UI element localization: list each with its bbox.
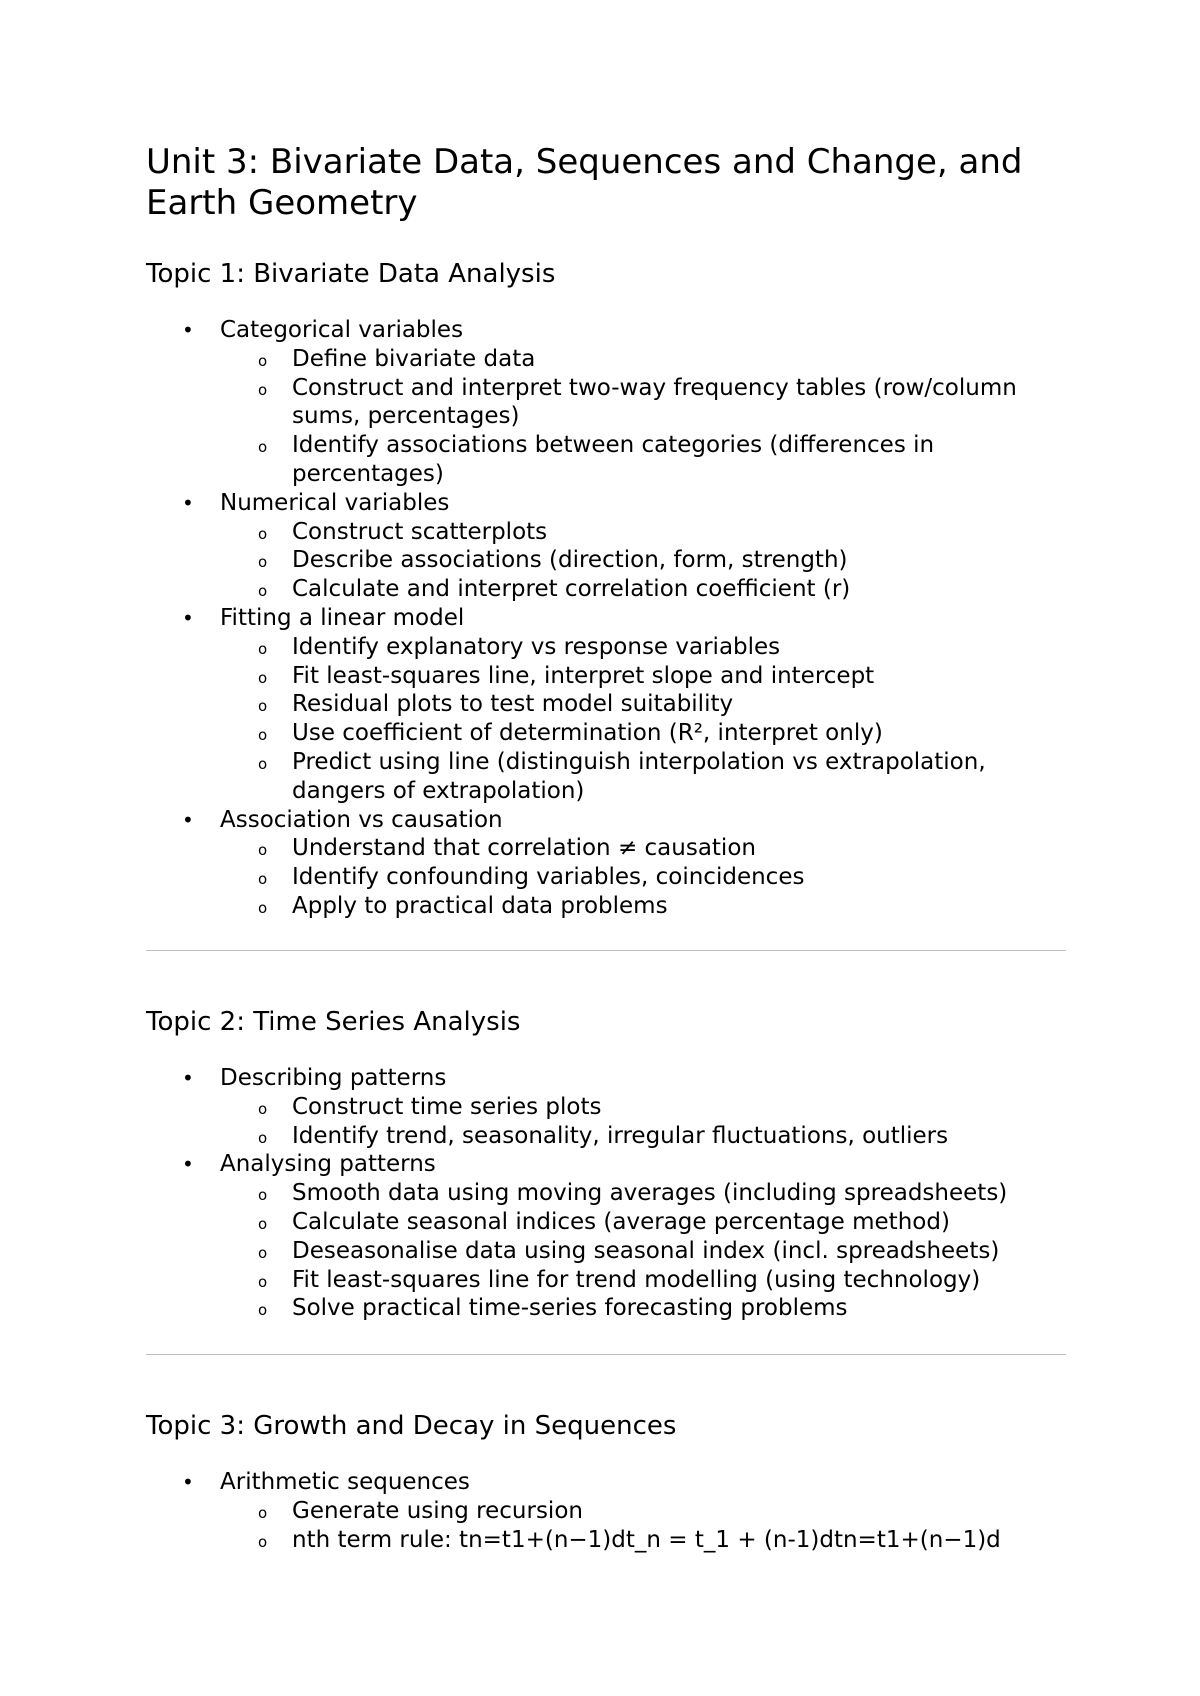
topic-1-list — [146, 316, 1066, 921]
sub-list — [258, 518, 1066, 604]
sub-item-text: Smooth data using moving averages (including spreadsheets) — [292, 1180, 1008, 1207]
sub-list-item — [258, 1122, 1066, 1151]
circle-bullet-icon: o — [258, 754, 268, 773]
sub-list-item — [258, 892, 1066, 921]
sub-item-text: Fit least-squares line, interpret slope and intercept — [292, 662, 875, 689]
bullet-icon: • — [182, 1470, 194, 1494]
sub-list-item — [258, 1294, 1066, 1323]
sub-list-item — [258, 834, 1066, 863]
sub-list-item — [258, 1237, 1066, 1266]
circle-bullet-icon: o — [258, 1099, 268, 1118]
sub-list-item — [258, 546, 1066, 575]
sub-list — [258, 345, 1066, 489]
sub-list — [258, 1093, 1066, 1151]
sub-item-text: Calculate and interpret correlation coefficient (r) — [292, 576, 851, 603]
circle-bullet-icon: o — [258, 726, 268, 745]
sub-list-item — [258, 1526, 1066, 1555]
list-item-label: Fitting a linear model — [220, 604, 465, 631]
circle-bullet-icon: o — [258, 1532, 268, 1551]
topic-3-section — [146, 1410, 1066, 1554]
sub-item-text: nth term rule: tn=t1+(n−1)dt_n = t_1 + (n-1)dtn=t1+(n−1)d — [292, 1526, 1001, 1553]
sub-list-item — [258, 575, 1066, 604]
bullet-icon: • — [182, 490, 194, 515]
list-item — [146, 806, 1066, 921]
list-item-label: Association vs causation — [220, 806, 503, 833]
bullet-icon: • — [182, 605, 194, 630]
sub-list — [258, 633, 1066, 806]
list-item — [146, 1064, 1066, 1150]
sub-item-text: Describe associations (direction, form, strength) — [292, 547, 848, 574]
circle-bullet-icon: o — [258, 1272, 268, 1291]
sub-list-item — [258, 374, 1066, 432]
circle-bullet-icon: o — [258, 697, 268, 716]
sub-item-text: Identify trend, seasonality, irregular fluctuations, outliers — [292, 1122, 949, 1149]
sub-item-text: Generate using recursion — [292, 1497, 583, 1524]
circle-bullet-icon: o — [258, 841, 268, 860]
sub-list — [258, 1497, 1066, 1555]
list-item-label: Numerical variables — [220, 489, 450, 516]
sub-list-item — [258, 345, 1066, 374]
circle-bullet-icon: o — [258, 1301, 268, 1320]
bullet-icon: • — [182, 1066, 194, 1090]
circle-bullet-icon: o — [258, 898, 268, 917]
sub-list-item — [258, 633, 1066, 662]
sub-list-item — [258, 1266, 1066, 1295]
sub-list-item — [258, 690, 1066, 719]
sub-list-item — [258, 431, 1066, 489]
list-item-label: Describing patterns — [220, 1065, 447, 1091]
circle-bullet-icon: o — [258, 1243, 268, 1262]
sub-item-text: Residual plots to test model suitability — [292, 691, 734, 718]
sub-list — [258, 1179, 1066, 1323]
sub-item-text: Solve practical time-series forecasting problems — [292, 1295, 848, 1322]
sub-item-text: Construct scatterplots — [292, 518, 548, 545]
sub-item-text: Understand that correlation ≠ causation — [292, 835, 756, 862]
list-item-label: Analysing patterns — [220, 1151, 436, 1178]
topic-2-list — [146, 1064, 1066, 1323]
list-item — [146, 1150, 1066, 1323]
sub-list-item — [258, 863, 1066, 892]
sub-item-text: Calculate seasonal indices (average percentage method) — [292, 1208, 950, 1235]
sub-list-item — [258, 719, 1066, 748]
list-item — [146, 316, 1066, 489]
sub-list-item — [258, 662, 1066, 691]
bullet-icon: • — [182, 807, 194, 832]
sub-item-text: Apply to practical data problems — [292, 892, 668, 919]
circle-bullet-icon: o — [258, 380, 268, 399]
circle-bullet-icon: o — [258, 870, 268, 889]
topic-1-title: Topic 1: Bivariate Data Analysis — [146, 259, 556, 289]
bullet-icon: • — [182, 1152, 194, 1177]
topic-2-title: Topic 2: Time Series Analysis — [146, 1007, 521, 1037]
sub-item-text: Predict using line (distinguish interpolation vs extrapolation, dangers of extrapolation) — [292, 748, 986, 804]
circle-bullet-icon: o — [258, 351, 268, 370]
circle-bullet-icon: o — [258, 1214, 268, 1233]
circle-bullet-icon: o — [258, 639, 268, 658]
circle-bullet-icon: o — [258, 1128, 268, 1147]
sub-list-item — [258, 1208, 1066, 1237]
circle-bullet-icon: o — [258, 438, 268, 457]
unit-title: Unit 3: Bivariate Data, Sequences and Change, and Earth Geometry — [146, 142, 1023, 223]
sub-item-text: Use coefficient of determination (R², interpret only) — [292, 720, 883, 747]
sub-list-item — [258, 1497, 1066, 1526]
sub-item-text: Define bivariate data — [292, 345, 536, 372]
topic-3-title: Topic 3: Growth and Decay in Sequences — [146, 1411, 677, 1441]
sub-list-item — [258, 1093, 1066, 1122]
sub-item-text: Construct and interpret two-way frequency tables (row/column sums, percentages) — [292, 374, 1017, 430]
sub-list-item — [258, 518, 1066, 547]
section-divider — [146, 1354, 1066, 1355]
topic-3-list — [146, 1468, 1066, 1554]
sub-item-text: Fit least-squares line for trend modelling (using technology) — [292, 1266, 981, 1293]
list-item-label: Categorical variables — [220, 317, 464, 343]
sub-item-text: Construct time series plots — [292, 1093, 602, 1120]
sub-item-text: Identify explanatory vs response variables — [292, 633, 781, 660]
circle-bullet-icon: o — [258, 1503, 268, 1522]
list-item — [146, 604, 1066, 806]
section-divider — [146, 950, 1066, 951]
sub-item-text: Deseasonalise data using seasonal index (incl. spreadsheets) — [292, 1237, 1000, 1264]
circle-bullet-icon: o — [258, 553, 268, 572]
list-item-label: Arithmetic sequences — [220, 1469, 470, 1495]
list-item — [146, 1468, 1066, 1554]
sub-list-item — [258, 1179, 1066, 1208]
circle-bullet-icon: o — [258, 582, 268, 601]
sub-list-item — [258, 748, 1066, 806]
circle-bullet-icon: o — [258, 524, 268, 543]
sub-list — [258, 834, 1066, 920]
list-item — [146, 489, 1066, 604]
bullet-icon: • — [182, 318, 194, 342]
circle-bullet-icon: o — [258, 1186, 268, 1205]
topic-1-section — [146, 258, 1066, 921]
sub-item-text: Identify confounding variables, coincidences — [292, 864, 805, 891]
circle-bullet-icon: o — [258, 668, 268, 687]
sub-item-text: Identify associations between categories (differences in percentages) — [292, 432, 935, 487]
topic-2-section — [146, 1006, 1066, 1323]
